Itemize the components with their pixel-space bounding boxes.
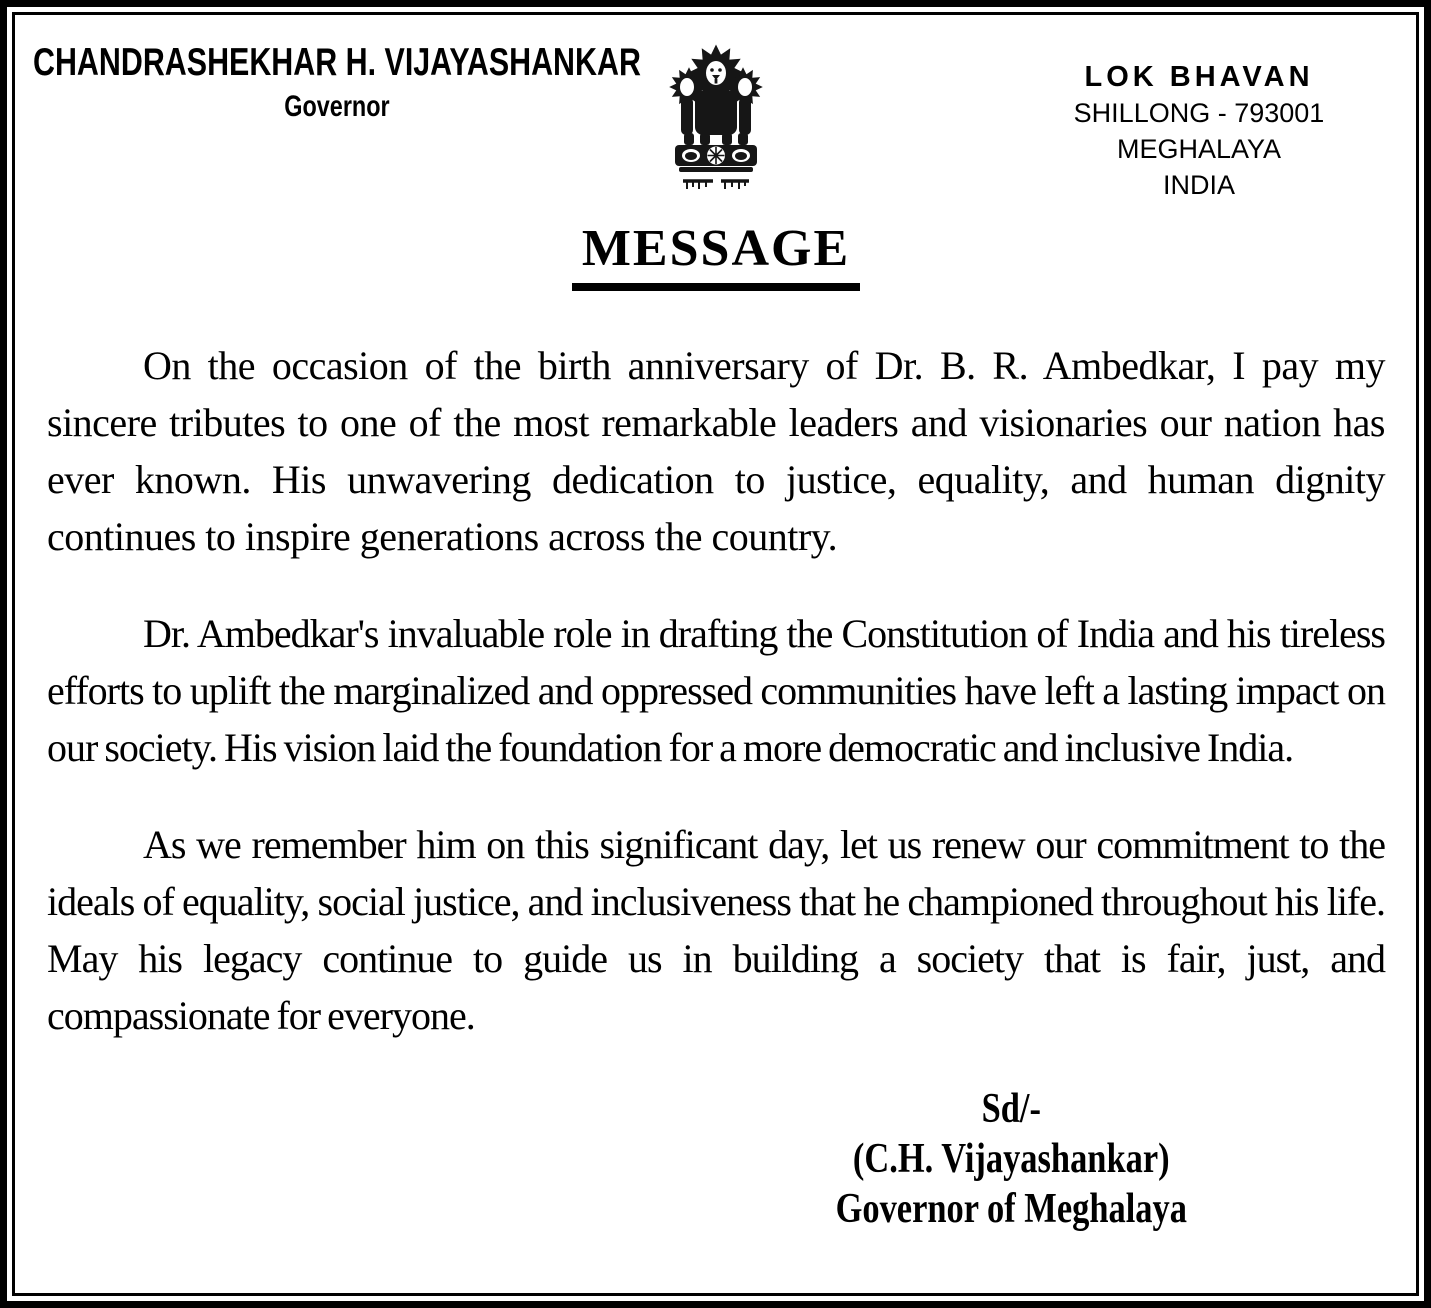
signature-name: (C.H. Vijayashankar) [852,1136,1170,1182]
address-state: MEGHALAYA [1116,134,1282,164]
inner-border-frame [12,12,1419,1296]
signature-block [835,1084,1186,1234]
india-national-emblem-icon [665,41,767,197]
address-country: INDIA [1162,170,1235,200]
signature-designation: Governor of Meghalaya [835,1186,1187,1232]
officer-block [33,41,641,124]
document-title: MESSAGE [572,219,860,291]
paragraph-3: As we remember him on this significant day, let us renew our commitment to the ideals of equality, social justice, and inclusiveness that he championed throughout his life. May his legacy continue to guide us in building a society that is fair, just, and compassionate for everyone. [47,822,1385,1038]
title-row [47,219,1385,291]
address-city: SHILLONG - 793001 [1073,98,1325,128]
officer-designation: Governor [284,89,390,123]
address-block [1053,59,1345,203]
signature-sd: Sd/- [981,1086,1041,1132]
paragraph-2: Dr. Ambedkar's invaluable role in drafting the Constitution of India and his tireless efforts to uplift the marginalized and oppressed communities have left a lasting impact on our society. His vision laid the foundation for a more democratic and inclusive India. [47,611,1385,770]
letterhead [33,41,1385,213]
officer-name: CHANDRASHEKHAR H. VIJAYASHANKAR [33,41,641,84]
address-building: LOK BHAVAN [1084,61,1314,93]
paragraph-1: On the occasion of the birth anniversary of Dr. B. R. Ambedkar, I pay my sincere tributes to one of the most remarkable leaders and visionaries our nation has ever known. His unwavering dedication to justice, equality, and human dignity continues to inspire generations across the country. [47,343,1385,559]
message-body [47,337,1385,1044]
